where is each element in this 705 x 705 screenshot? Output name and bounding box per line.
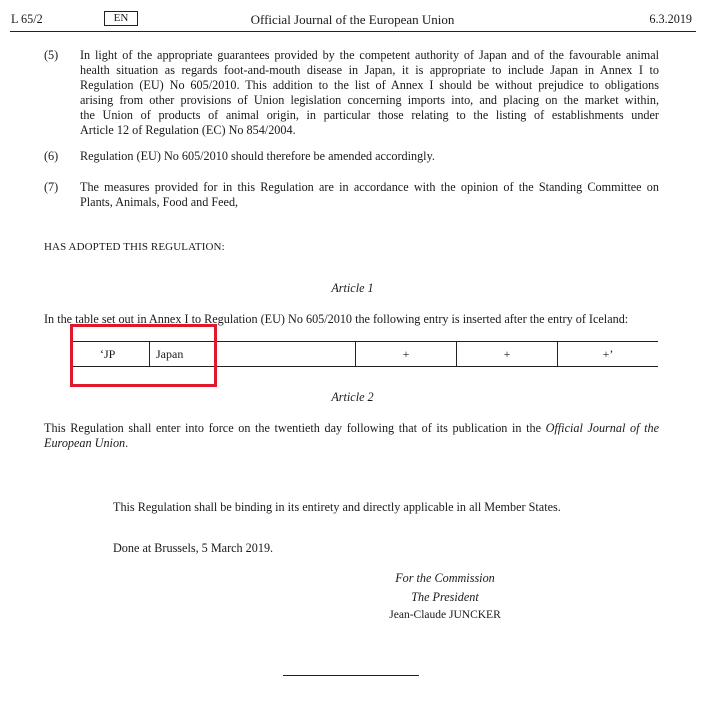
recital-line: Plants, Animals, Food and Feed,: [80, 195, 239, 209]
article-2-text: [44, 421, 659, 451]
recital-line: Regulation (EU) No 605/2010 should therefore be amended accordingly.: [80, 149, 435, 163]
article-2-text-start: This Regulation shall enter into force on the twentieth day following that of its publication in the: [44, 421, 546, 435]
recital-number: (7): [44, 180, 59, 194]
journal-header: [0, 0, 705, 30]
recital-text: [80, 149, 659, 164]
country-name-cell: Japan: [156, 347, 184, 361]
done-at-statement: Done at Brussels, 5 March 2019.: [113, 541, 274, 555]
plus-cell: +’: [602, 347, 614, 361]
signature-role: The President: [411, 590, 479, 604]
recital-line: Regulation (EU) No 605/2010. This addition to the list of Annex I should be without prejudice to obligations: [80, 78, 659, 92]
article-1-text: In the table set out in Annex I to Regulation (EU) No 605/2010 the following entry is inserted after the entry of Iceland:: [44, 312, 629, 326]
highlight-box: [70, 324, 217, 387]
signatory-name: Jean-Claude JUNCKER: [389, 609, 501, 621]
journal-reference: European Union: [44, 436, 126, 450]
binding-statement: This Regulation shall be binding in its entirety and directly applicable in all Member States.: [113, 500, 561, 514]
language-badge: EN: [104, 11, 138, 26]
journal-title: Official Journal of the European Union: [250, 12, 455, 27]
signature-for: For the Commission: [395, 571, 495, 585]
recital-7: [44, 180, 659, 212]
recital-number: (6): [44, 149, 59, 163]
publication-date: 6.3.2019: [649, 12, 692, 26]
recital-text: [80, 48, 659, 138]
recital-line: In light of the appropriate guarantees provided by the competent authority of Japan and of the favourable animal: [80, 48, 659, 62]
article-2-text-end: .: [125, 436, 129, 450]
article-2-line: [44, 436, 659, 451]
journal-reference: Official Journal of the: [545, 421, 659, 435]
article-2-line: [44, 421, 659, 436]
recital-line: Article 12 of Regulation (EC) No 854/2004.: [80, 123, 296, 137]
recital-line: arising from other provisions of Union legislation concerning imports into, and placing on the market within,: [80, 93, 659, 107]
header-divider: [10, 31, 696, 32]
plus-cell: +: [503, 347, 511, 361]
recital-line: the Union of products of animal origin, in particular those relating to the listing of establishments under: [80, 108, 659, 122]
adoption-statement: HAS ADOPTED THIS REGULATION:: [44, 241, 225, 253]
recital-6: [44, 149, 659, 165]
article-1-heading: Article 1: [331, 281, 374, 295]
footnote-divider: [283, 675, 419, 676]
recital-line: The measures provided for in this Regulation are in accordance with the opinion of the Standing Committee on: [80, 180, 659, 194]
recital-text: [80, 180, 659, 210]
plus-cell: +: [402, 347, 410, 361]
country-code-cell: ‘JP: [100, 347, 116, 361]
article-2-heading: Article 2: [331, 390, 374, 404]
recital-line: health situation as regards foot-and-mouth disease in Japan, it is appropriate to include Japan in Annex I to: [80, 63, 659, 77]
recital-number: (5): [44, 48, 59, 62]
page-reference: L 65/2: [11, 12, 43, 26]
recital-5: [44, 48, 659, 140]
